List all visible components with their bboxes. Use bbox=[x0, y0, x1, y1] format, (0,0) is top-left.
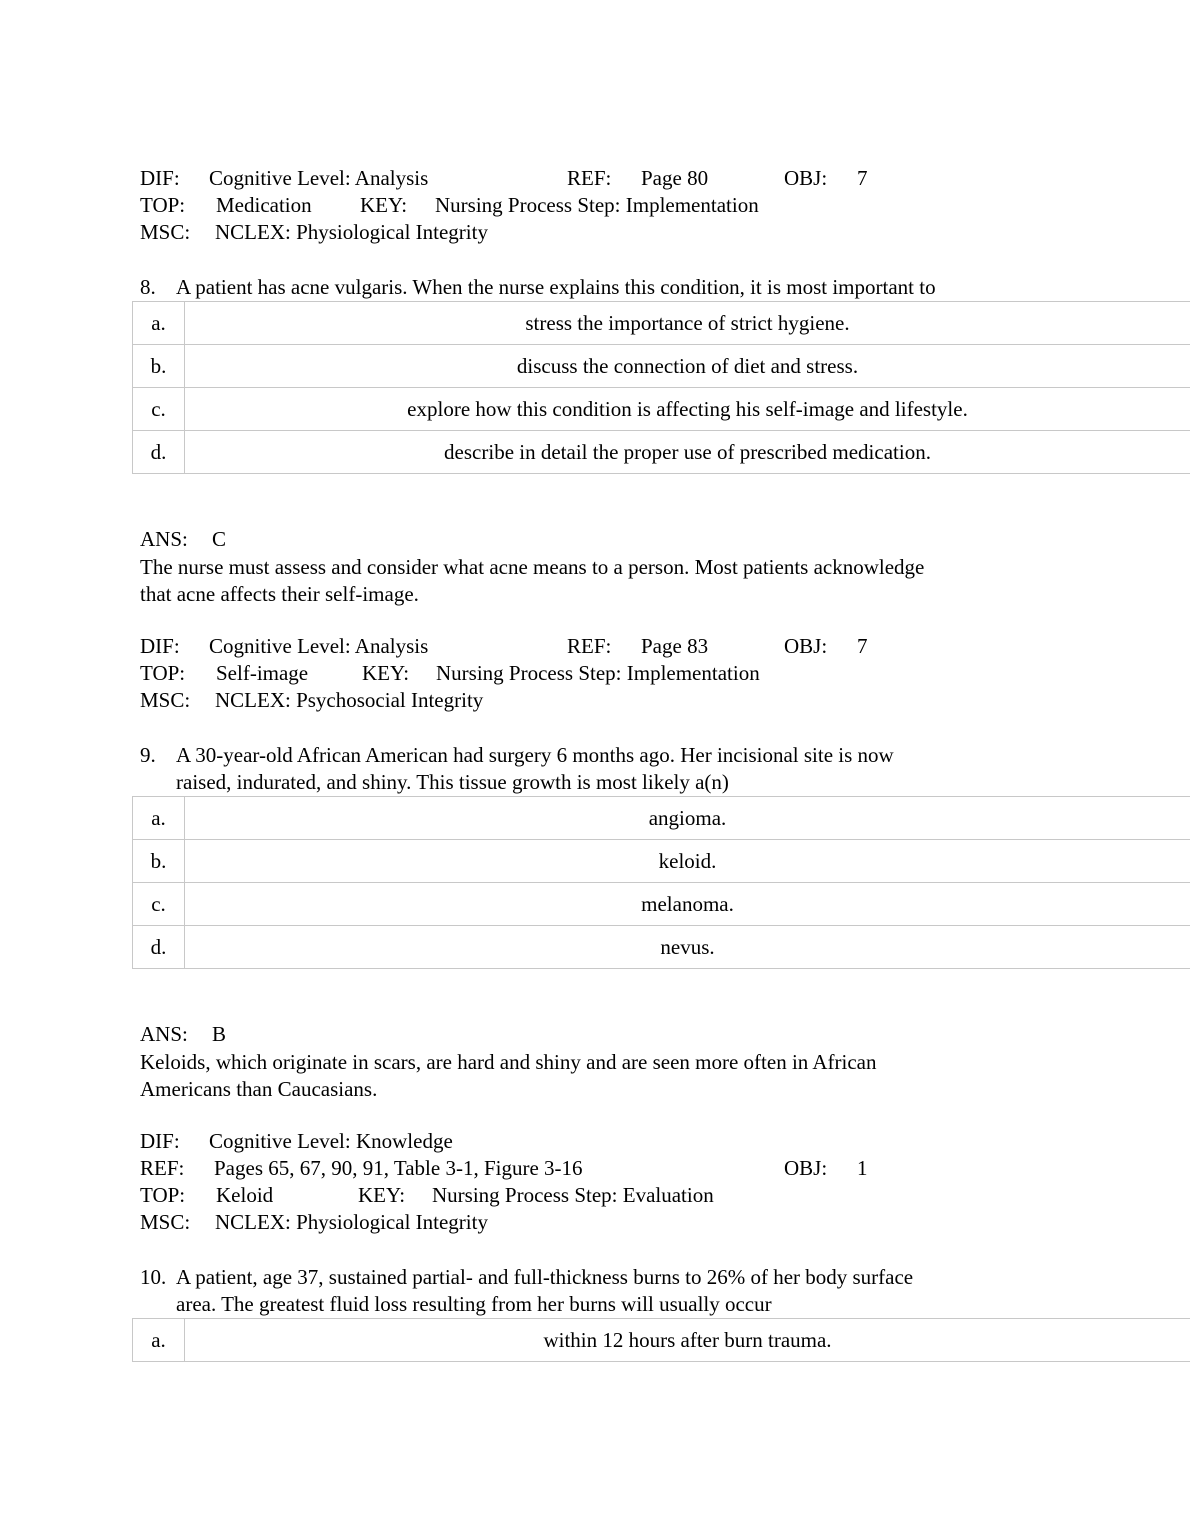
option-text: describe in detail the proper use of prescribed medication. bbox=[185, 431, 1190, 474]
option-letter: c. bbox=[133, 388, 185, 431]
key-value: Nursing Process Step: Implementation bbox=[436, 661, 760, 685]
answer-value: C bbox=[212, 527, 227, 551]
rationale-line: that acne affects their self-image. bbox=[140, 582, 419, 606]
msc-value: NCLEX: Psychosocial Integrity bbox=[215, 688, 484, 712]
option-row-c bbox=[133, 388, 1190, 431]
dif-value: Cognitive Level: Analysis bbox=[209, 634, 429, 658]
question-stem-line: A 30-year-old African American had surgery 6 months ago. Her incisional site is now bbox=[176, 743, 894, 767]
obj-label: OBJ: bbox=[784, 634, 828, 658]
option-letter: b. bbox=[133, 840, 185, 883]
option-text: nevus. bbox=[185, 926, 1190, 969]
option-letter: c. bbox=[133, 883, 185, 926]
msc-label: MSC: bbox=[140, 688, 191, 712]
option-letter: d. bbox=[133, 431, 185, 474]
option-text: stress the importance of strict hygiene. bbox=[185, 302, 1190, 345]
answer-label: ANS: bbox=[140, 527, 188, 551]
question-stem-line: raised, indurated, and shiny. This tissue growth is most likely a(n) bbox=[176, 770, 729, 794]
question-number: 10. bbox=[140, 1265, 167, 1289]
question-number: 9. bbox=[140, 743, 156, 767]
option-row-c bbox=[133, 883, 1190, 926]
answer-options-table bbox=[132, 1318, 1190, 1362]
key-label: KEY: bbox=[358, 1183, 406, 1207]
option-row-d bbox=[133, 926, 1190, 969]
obj-label: OBJ: bbox=[784, 1156, 828, 1180]
ref-value: Page 80 bbox=[641, 166, 709, 190]
rationale-line: Keloids, which originate in scars, are hard and shiny and are seen more often in African bbox=[140, 1050, 877, 1074]
answer-label: ANS: bbox=[140, 1022, 188, 1046]
option-row-a bbox=[133, 797, 1190, 840]
question-stem-line: area. The greatest fluid loss resulting from her burns will usually occur bbox=[176, 1292, 772, 1316]
ref-label: REF: bbox=[567, 634, 612, 658]
dif-value: Cognitive Level: Knowledge bbox=[209, 1129, 453, 1153]
option-text: within 12 hours after burn trauma. bbox=[185, 1319, 1190, 1362]
key-label: KEY: bbox=[362, 661, 410, 685]
option-text: melanoma. bbox=[185, 883, 1190, 926]
option-letter: a. bbox=[133, 302, 185, 345]
option-letter: d. bbox=[133, 926, 185, 969]
answer-options-table bbox=[132, 796, 1190, 969]
obj-value: 7 bbox=[857, 166, 868, 190]
obj-label: OBJ: bbox=[784, 166, 828, 190]
option-row-d bbox=[133, 431, 1190, 474]
option-text: explore how this condition is affecting his self-image and lifestyle. bbox=[185, 388, 1190, 431]
option-letter: a. bbox=[133, 1319, 185, 1362]
dif-label: DIF: bbox=[140, 1129, 180, 1153]
option-row-a bbox=[133, 1319, 1190, 1362]
answer-value: B bbox=[212, 1022, 227, 1046]
key-value: Nursing Process Step: Evaluation bbox=[432, 1183, 714, 1207]
option-text: angioma. bbox=[185, 797, 1190, 840]
msc-value: NCLEX: Physiological Integrity bbox=[215, 220, 488, 244]
question-number: 8. bbox=[140, 275, 156, 299]
ref-label: REF: bbox=[567, 166, 612, 190]
option-letter: a. bbox=[133, 797, 185, 840]
dif-value: Cognitive Level: Analysis bbox=[209, 166, 429, 190]
msc-label: MSC: bbox=[140, 1210, 191, 1234]
option-text: keloid. bbox=[185, 840, 1190, 883]
option-row-a bbox=[133, 302, 1190, 345]
obj-value: 1 bbox=[857, 1156, 868, 1180]
key-value: Nursing Process Step: Implementation bbox=[435, 193, 759, 217]
ref-value: Pages 65, 67, 90, 91, Table 3-1, Figure 3-16 bbox=[214, 1156, 583, 1180]
ref-label: REF: bbox=[140, 1156, 185, 1180]
top-value: Self-image bbox=[216, 661, 309, 685]
dif-label: DIF: bbox=[140, 634, 180, 658]
question-stem-line: A patient, age 37, sustained partial- and full-thickness burns to 26% of her body surface bbox=[176, 1265, 914, 1289]
top-label: TOP: bbox=[140, 661, 186, 685]
answer-options-table bbox=[132, 301, 1190, 474]
option-row-b bbox=[133, 840, 1190, 883]
dif-label: DIF: bbox=[140, 166, 180, 190]
option-letter: b. bbox=[133, 345, 185, 388]
msc-value: NCLEX: Physiological Integrity bbox=[215, 1210, 488, 1234]
top-label: TOP: bbox=[140, 1183, 186, 1207]
option-text: discuss the connection of diet and stress. bbox=[185, 345, 1190, 388]
top-value: Medication bbox=[216, 193, 312, 217]
msc-label: MSC: bbox=[140, 220, 191, 244]
option-row-b bbox=[133, 345, 1190, 388]
rationale-line: The nurse must assess and consider what acne means to a person. Most patients acknowledge bbox=[140, 555, 925, 579]
ref-value: Page 83 bbox=[641, 634, 709, 658]
top-value: Keloid bbox=[216, 1183, 274, 1207]
question-stem-line: A patient has acne vulgaris. When the nurse explains this condition, it is most important to bbox=[176, 275, 936, 299]
rationale-line: Americans than Caucasians. bbox=[140, 1077, 378, 1101]
top-label: TOP: bbox=[140, 193, 186, 217]
key-label: KEY: bbox=[360, 193, 408, 217]
obj-value: 7 bbox=[857, 634, 868, 658]
